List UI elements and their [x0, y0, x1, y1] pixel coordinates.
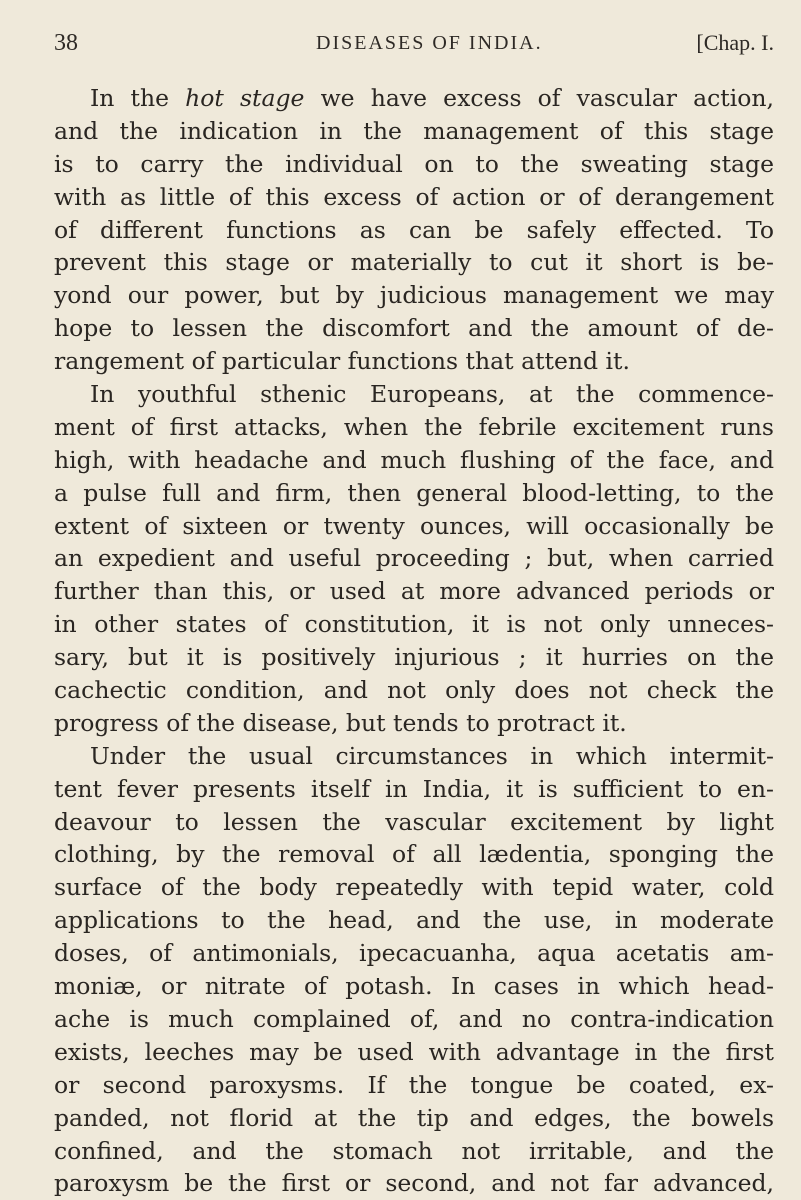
- text-line: confined, and the stomach not irritable, and the: [54, 1136, 774, 1165]
- text-line: in other states of constitution, it is not only unneces-: [54, 610, 774, 639]
- running-title: DISEASES OF INDIA.: [316, 32, 543, 54]
- text-line: Under the usual circumstances in which intermit-: [90, 741, 774, 770]
- text-line: In youthful sthenic Europeans, at the commence-: [90, 380, 774, 409]
- text-line: high, with headache and much flushing of the face, and: [54, 445, 774, 474]
- text-line: ache is much complained of, and no contra-indication: [54, 1004, 774, 1033]
- text-line: applications to the head, and the use, in moderate: [54, 906, 774, 935]
- text-line: of different functions as can be safely effected. To: [54, 215, 774, 244]
- text-line: prevent this stage or materially to cut it short is be-: [54, 248, 774, 277]
- text-line: a pulse full and firm, then general blood-letting, to the: [54, 478, 774, 507]
- text-line: cachectic condition, and not only does not check the: [54, 676, 774, 705]
- text-line: yond our power, but by judicious management we may: [54, 281, 774, 310]
- text-line: paroxysm be the first or second, and not far advanced,: [54, 1169, 774, 1198]
- text-line: rangement of particular functions that attend it.: [54, 347, 630, 376]
- emphasized-text: hot stage: [185, 84, 305, 112]
- text-line: surface of the body repeatedly with tepid water, cold: [54, 873, 774, 902]
- text-span: In the: [90, 84, 186, 112]
- text-line: or second paroxysms. If the tongue be coated, ex-: [54, 1070, 774, 1099]
- body-text: [54, 82, 774, 1200]
- text-line: progress of the disease, but tends to protract it.: [54, 708, 627, 737]
- running-head: [54, 30, 774, 62]
- text-line: and the indication in the management of this stage: [54, 116, 774, 145]
- page-number: 38: [54, 30, 78, 56]
- text-line: doses, of antimonials, ipecacuanha, aqua acetatis am-: [54, 939, 774, 968]
- text-line: ment of first attacks, when the febrile excitement runs: [54, 412, 774, 441]
- text-line: sary, but it is positively injurious ; it hurries on the: [54, 643, 774, 672]
- text-line: an expedient and useful proceeding ; but, when carried: [54, 544, 774, 573]
- text-line: tent fever presents itself in India, it is sufficient to en-: [54, 774, 774, 803]
- text-line: extent of sixteen or twenty ounces, will occasionally be: [54, 511, 774, 540]
- text-line: deavour to lessen the vascular excitement by light: [54, 807, 774, 836]
- text-line: moniæ, or nitrate of potash. In cases in which head-: [54, 972, 774, 1001]
- text-line: hope to lessen the discomfort and the amount of de-: [54, 314, 774, 343]
- chapter-reference: [Chap. I.: [696, 30, 774, 55]
- text-line: is to carry the individual on to the sweating stage: [54, 149, 774, 178]
- text-line: with as little of this excess of action or of derangement: [54, 182, 774, 211]
- text-line: clothing, by the removal of all lædentia, sponging the: [54, 840, 774, 869]
- text-line: panded, not florid at the tip and edges, the bowels: [54, 1103, 774, 1132]
- text-line: further than this, or used at more advanced periods or: [54, 577, 774, 606]
- text-span: we have excess of vascular action,: [304, 84, 774, 112]
- text-line: exists, leeches may be used with advantage in the first: [54, 1037, 774, 1066]
- text-line: [54, 82, 774, 115]
